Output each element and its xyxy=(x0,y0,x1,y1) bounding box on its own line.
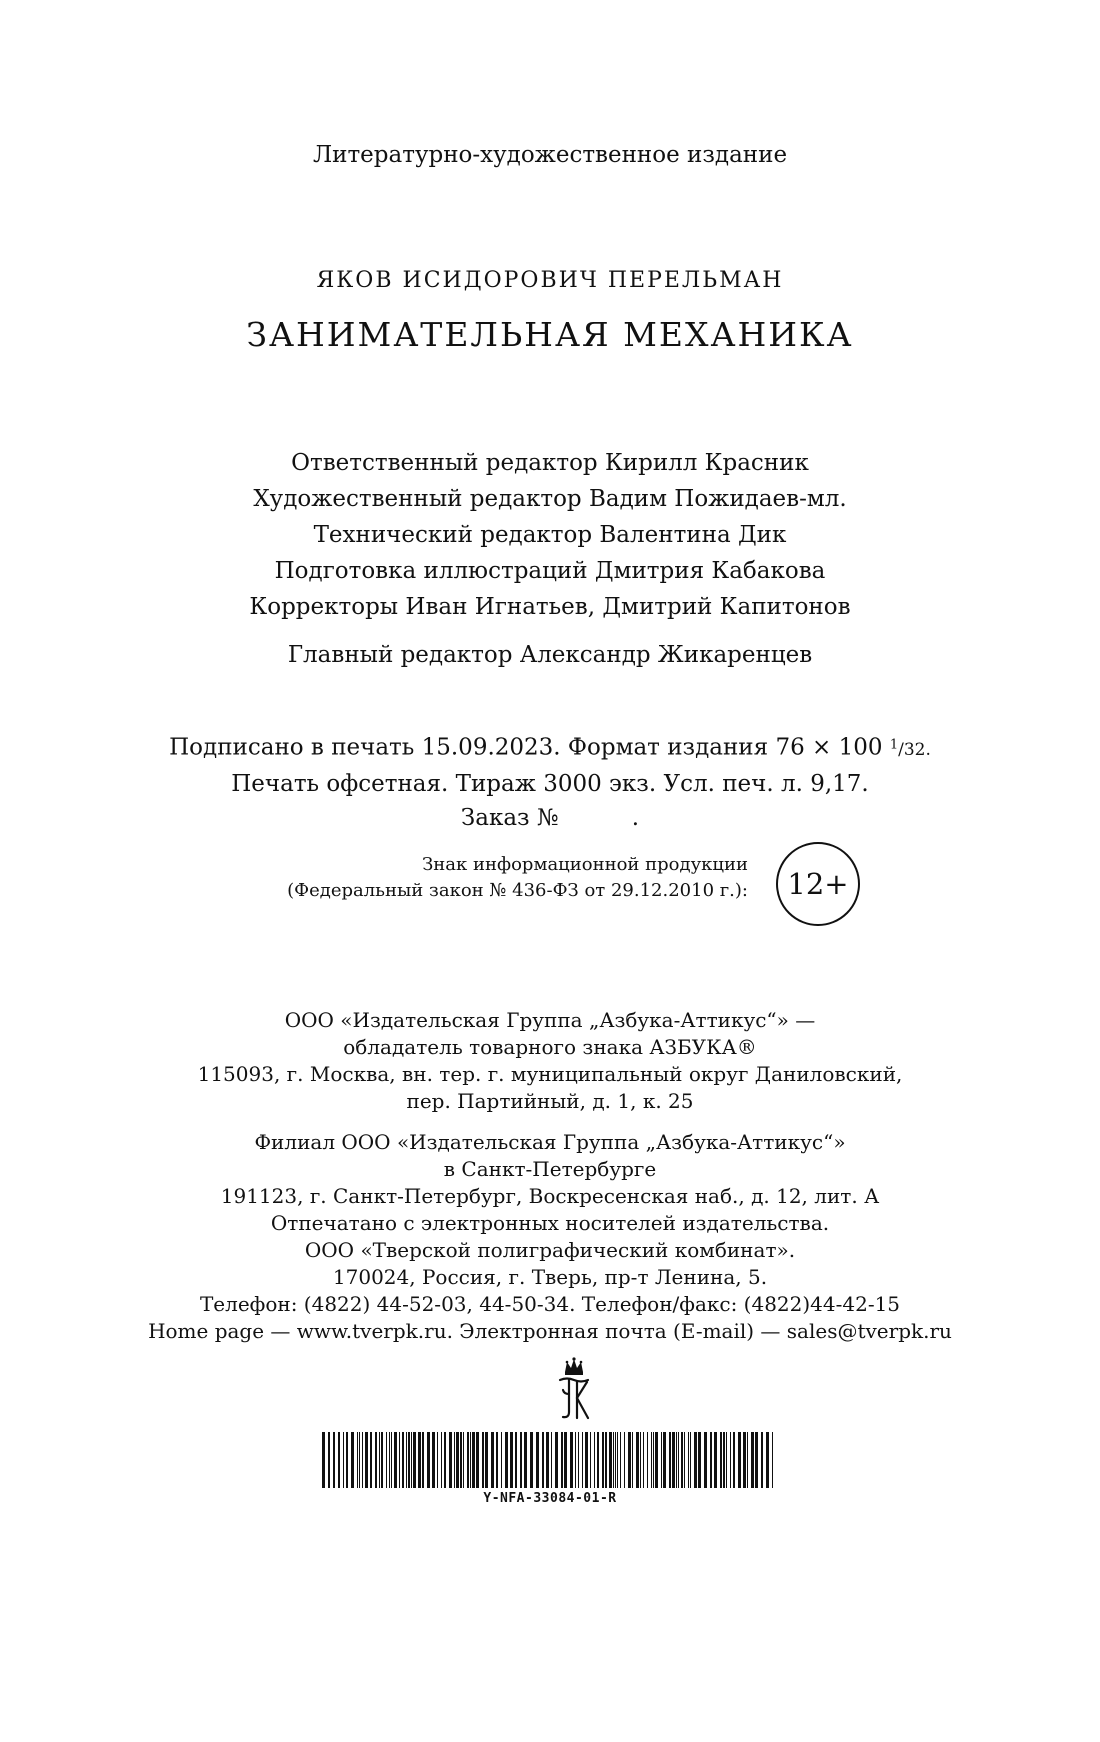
printer-line: Отпечатано с электронных носителей издательства. xyxy=(270,1211,830,1235)
barcode-bar xyxy=(570,1432,573,1488)
barcode-bar xyxy=(386,1432,387,1488)
barcode-bar xyxy=(328,1432,330,1488)
barcode-bar xyxy=(333,1432,335,1488)
barcode-bar xyxy=(418,1432,421,1488)
barcode-bar xyxy=(432,1432,435,1488)
barcode-bar xyxy=(456,1432,459,1488)
barcode-bar xyxy=(655,1432,658,1488)
barcode-bar xyxy=(672,1432,675,1488)
branch-line: 191123, г. Санкт-Петербург, Воскресенская наб., д. 12, лит. А xyxy=(220,1184,880,1208)
barcode-bar xyxy=(694,1432,697,1488)
branch-line: в Санкт-Петербурге xyxy=(443,1157,657,1181)
barcode-bar xyxy=(582,1432,583,1488)
barcode-bar xyxy=(555,1432,558,1488)
barcode-bar xyxy=(676,1432,677,1488)
barcode-bar xyxy=(351,1432,354,1488)
barcode-bar xyxy=(661,1432,662,1488)
barcode-bar xyxy=(597,1432,599,1488)
info-sign-text xyxy=(248,852,748,904)
author-name: ЯКОВ ИСИДОРОВИЧ ПЕРЕЛЬМАН xyxy=(316,268,784,293)
printer-block xyxy=(0,1210,1100,1345)
barcode-bar xyxy=(720,1432,722,1488)
barcode-bar xyxy=(628,1432,631,1488)
barcode-bar xyxy=(343,1432,344,1488)
barcode-bar xyxy=(536,1432,539,1488)
barcode-bar xyxy=(714,1432,717,1488)
barcode-bar xyxy=(485,1432,488,1488)
barcode-bar xyxy=(437,1432,438,1488)
barcode-bar xyxy=(730,1432,731,1488)
barcode-bar xyxy=(542,1432,544,1488)
barcode-bar xyxy=(751,1432,754,1488)
barcode-bar xyxy=(681,1432,683,1488)
credits-block xyxy=(0,445,1100,625)
barcode-bar xyxy=(362,1432,363,1488)
format-fraction xyxy=(889,737,931,760)
publisher-line: обладатель товарного знака АЗБУКА® xyxy=(343,1035,757,1059)
barcode-bar xyxy=(496,1432,498,1488)
credit-line: Ответственный редактор Кирилл Красник xyxy=(291,450,809,476)
print-line-1-text: Подписано в печать 15.09.2023. Формат издания 76 × 100 xyxy=(169,734,890,761)
barcode-bar xyxy=(640,1432,641,1488)
credit-line: Корректоры Иван Игнатьев, Дмитрий Капитонов xyxy=(249,594,851,620)
barcode-bar xyxy=(399,1432,400,1488)
chief-editor: Главный редактор Александр Жикаренцев xyxy=(287,642,813,668)
barcode-bar xyxy=(632,1432,633,1488)
barcode-bar xyxy=(733,1432,735,1488)
barcode-bar xyxy=(669,1432,671,1488)
publisher-block xyxy=(0,1007,1100,1115)
barcode-bar xyxy=(379,1432,380,1488)
barcode-bar xyxy=(472,1432,475,1488)
barcode-bar xyxy=(406,1432,407,1488)
age-rating-badge: 12+ xyxy=(776,842,860,926)
fraction-denominator: /32. xyxy=(898,739,931,760)
barcode-bar xyxy=(690,1432,691,1488)
print-info xyxy=(0,728,1100,835)
print-line-1 xyxy=(0,728,1100,767)
barcode-bar xyxy=(578,1432,579,1488)
barcode-bar xyxy=(653,1432,654,1488)
barcode-bar xyxy=(551,1432,552,1488)
barcode-bar xyxy=(460,1432,462,1488)
barcode-code: Y-NFA-33084-01-R xyxy=(483,1491,617,1506)
barcode-bar xyxy=(370,1432,372,1488)
barcode-bar xyxy=(510,1432,513,1488)
barcode-bar xyxy=(688,1432,689,1488)
barcode-bar xyxy=(678,1432,679,1488)
barcode-bar xyxy=(636,1432,639,1488)
fraction-numerator: 1 xyxy=(889,737,899,752)
credit-line: Подготовка иллюстраций Дмитрия Кабакова xyxy=(274,558,826,584)
info-sign-line-2: (Федеральный закон № 436-ФЗ от 29.12.2010 г.): xyxy=(287,880,748,901)
barcode-bar xyxy=(441,1432,442,1488)
barcode-bar xyxy=(482,1432,484,1488)
barcode-bar xyxy=(605,1432,607,1488)
barcode-bar xyxy=(365,1432,368,1488)
barcode-bar xyxy=(546,1432,549,1488)
barcode-bar xyxy=(381,1432,383,1488)
barcode-bar xyxy=(747,1432,748,1488)
barcode-bar xyxy=(766,1432,769,1488)
barcode-bar xyxy=(609,1432,612,1488)
barcode-bar xyxy=(723,1432,725,1488)
barcode-bar xyxy=(575,1432,576,1488)
info-sign-line-1: Знак информационной продукции xyxy=(422,854,748,875)
publisher-line: ООО «Издательская Группа „Азбука-Аттикус“» — xyxy=(284,1008,816,1032)
barcode-bar xyxy=(684,1432,685,1488)
barcode-bar xyxy=(520,1432,522,1488)
printer-line: Home page — www.tverpk.ru. Электронная почта (E-mail) — sales@tverpk.ru xyxy=(148,1319,952,1343)
barcode-bar xyxy=(467,1432,469,1488)
barcode-bar xyxy=(743,1432,746,1488)
barcode-bar xyxy=(530,1432,533,1488)
barcode-bar xyxy=(402,1432,404,1488)
barcode-bar xyxy=(505,1432,508,1488)
barcode-bar xyxy=(338,1432,340,1488)
barcode-bar xyxy=(738,1432,741,1488)
branch-block xyxy=(0,1129,1100,1210)
barcode-bar xyxy=(613,1432,614,1488)
barcode-bar xyxy=(561,1432,563,1488)
barcode-bar xyxy=(617,1432,618,1488)
barcode-bar xyxy=(413,1432,416,1488)
barcode-bar xyxy=(594,1432,595,1488)
barcode-bar xyxy=(391,1432,392,1488)
barcode-bar xyxy=(755,1432,758,1488)
barcode-bar xyxy=(585,1432,588,1488)
barcode-bar xyxy=(564,1432,567,1488)
barcode-bar xyxy=(761,1432,763,1488)
barcode-bar xyxy=(620,1432,621,1488)
barcode-bar xyxy=(476,1432,479,1488)
barcode-bar xyxy=(454,1432,455,1488)
barcode-bar xyxy=(501,1432,502,1488)
barcode-bar xyxy=(411,1432,412,1488)
branch-line: Филиал ООО «Издательская Группа „Азбука-Аттикус“» xyxy=(254,1130,846,1154)
barcode-bar xyxy=(602,1432,604,1488)
printing-house-crown-monogram-icon xyxy=(555,1356,593,1422)
barcode-bar xyxy=(651,1432,652,1488)
barcode-bar xyxy=(647,1432,648,1488)
barcode-bar xyxy=(710,1432,712,1488)
barcode-bar xyxy=(772,1432,773,1488)
barcode-icon xyxy=(322,1432,778,1488)
barcode-bar xyxy=(463,1432,464,1488)
barcode-bar xyxy=(491,1432,494,1488)
barcode-bar xyxy=(394,1432,397,1488)
genre-label: Литературно-художественное издание xyxy=(312,142,788,168)
barcode-bar xyxy=(375,1432,377,1488)
barcode-bar xyxy=(515,1432,517,1488)
publisher-line: пер. Партийный, д. 1, к. 25 xyxy=(406,1089,694,1113)
barcode-bar xyxy=(698,1432,701,1488)
book-title: ЗАНИМАТЕЛЬНАЯ МЕХАНИКА xyxy=(246,315,854,354)
barcode-bar xyxy=(643,1432,644,1488)
credit-line: Технический редактор Валентина Дик xyxy=(313,522,787,548)
printer-line: Телефон: (4822) 44-52-03, 44-50-34. Телефон/факс: (4822)44-42-15 xyxy=(199,1292,901,1316)
barcode-bar xyxy=(704,1432,707,1488)
barcode-bar xyxy=(408,1432,410,1488)
barcode-bar xyxy=(615,1432,616,1488)
barcode-bar xyxy=(422,1432,424,1488)
barcode-bar xyxy=(590,1432,591,1488)
barcode-bar xyxy=(449,1432,452,1488)
barcode-bar xyxy=(524,1432,527,1488)
barcode-bar xyxy=(346,1432,348,1488)
printer-line: ООО «Тверской полиграфический комбинат». xyxy=(304,1238,796,1262)
print-line-2: Печать офсетная. Тираж 3000 экз. Усл. печ. л. 9,17. xyxy=(231,770,869,797)
publisher-line: 115093, г. Москва, вн. тер. г. муниципальный округ Даниловский, xyxy=(197,1062,903,1086)
barcode-bar xyxy=(624,1432,625,1488)
barcode-bar xyxy=(389,1432,390,1488)
printer-line: 170024, Россия, г. Тверь, пр-т Ленина, 5. xyxy=(332,1265,768,1289)
barcode-bar xyxy=(444,1432,446,1488)
print-line-3: Заказ № . xyxy=(460,804,640,831)
barcode-bar xyxy=(359,1432,360,1488)
barcode-bar xyxy=(470,1432,471,1488)
barcode-bar xyxy=(427,1432,430,1488)
credit-line: Художественный редактор Вадим Пожидаев-мл. xyxy=(253,486,847,512)
barcode-bar xyxy=(663,1432,666,1488)
barcode-bar xyxy=(726,1432,727,1488)
barcode-bar xyxy=(322,1432,325,1488)
barcode-bar xyxy=(357,1432,358,1488)
